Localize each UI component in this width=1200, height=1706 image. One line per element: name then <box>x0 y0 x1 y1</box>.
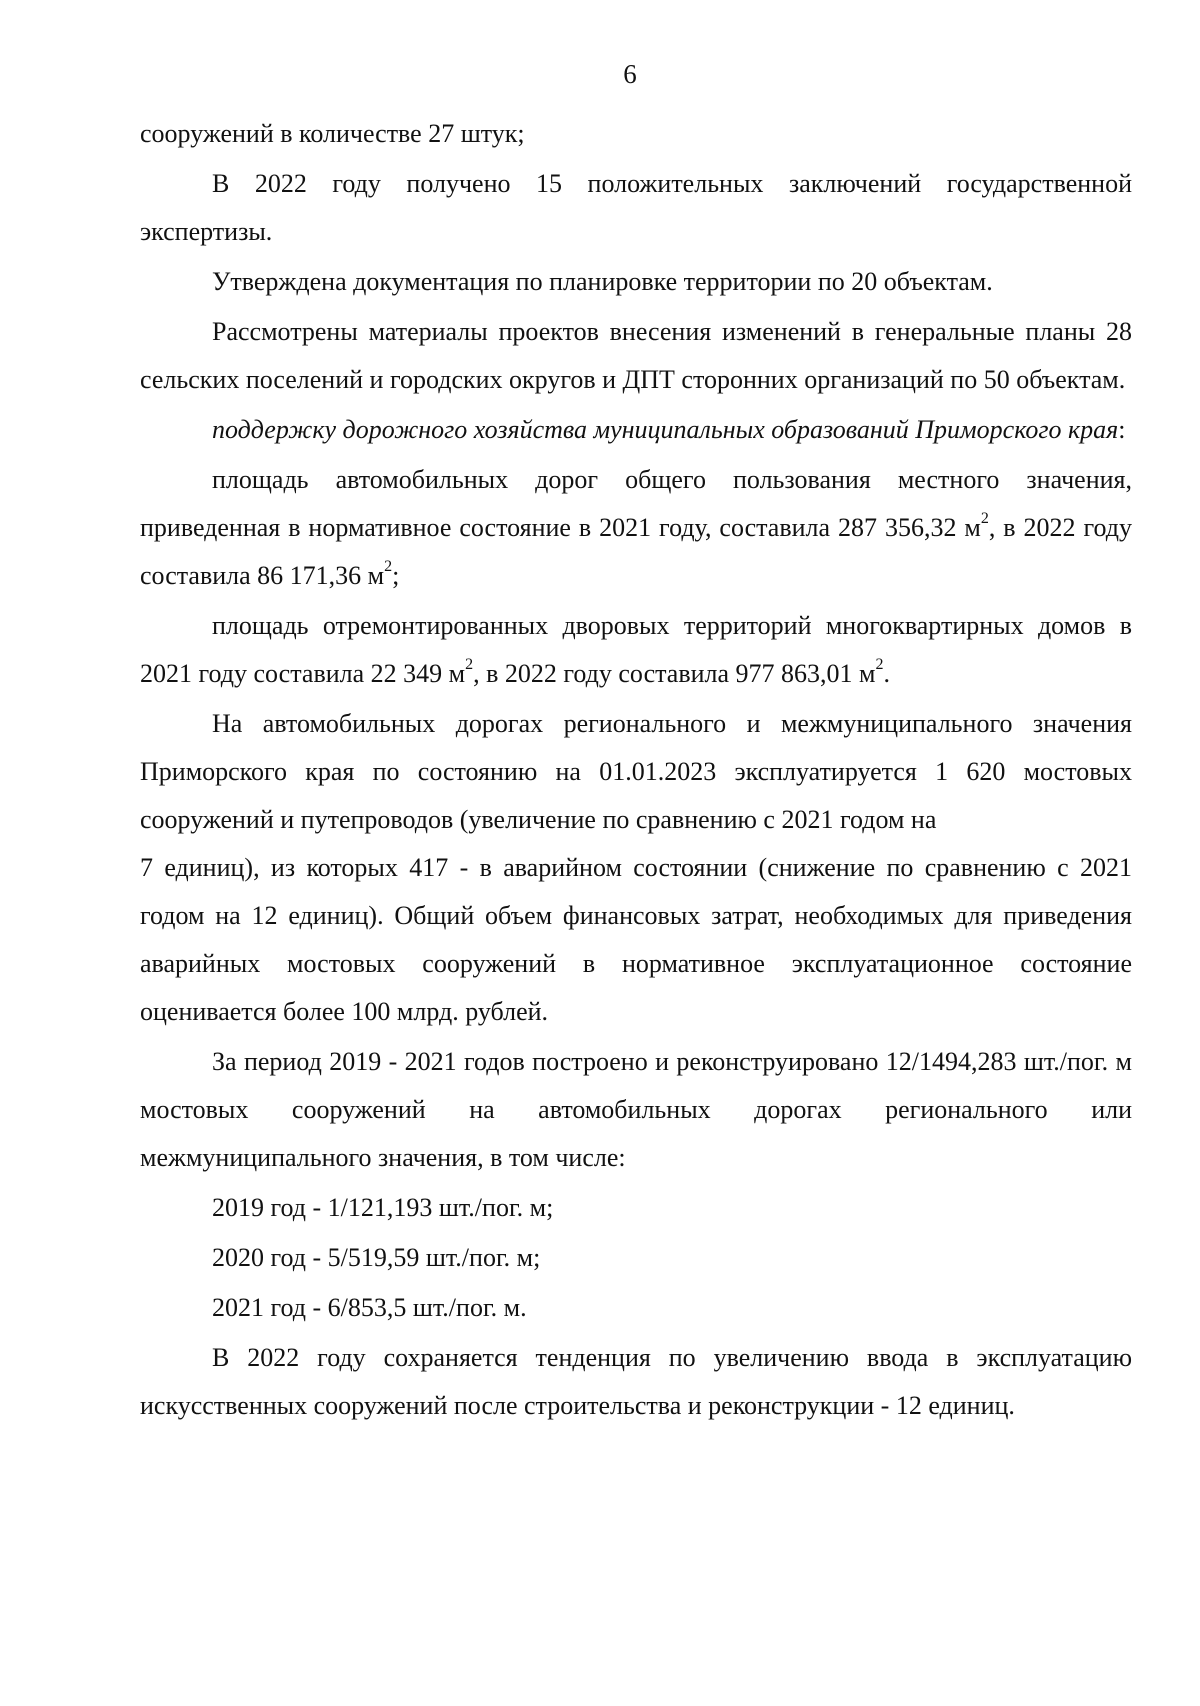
courtyard-area-text-2021: площадь отремонтированных дворовых территорий многоквартирных домов в 2021 году составила 22 349 м <box>140 611 1132 688</box>
paragraph-road-area <box>140 456 1132 600</box>
paragraph-bridges-count: На автомобильных дорогах регионального и межмуниципального значения Приморского края по состоянию на 01.01.2023 эксплуатируется 1 620 мостовых сооружений и путепроводов (увеличение по сравнению с 2021 годом на <box>140 709 1132 834</box>
paragraph-expertise-2022: В 2022 году получено 15 положительных заключений государственной экспертизы. <box>140 169 1132 246</box>
superscript-squared: 2 <box>465 656 474 673</box>
page-number: 6 <box>623 59 637 89</box>
paragraph-trend-2022: В 2022 году сохраняется тенденция по увеличению ввода в эксплуатацию искусственных сооружений после строительства и реконструкции - 12 единиц. <box>140 1343 1132 1420</box>
paragraph-courtyard-area <box>140 602 1132 698</box>
road-support-heading-colon: : <box>1118 415 1126 444</box>
road-area-text-2021: площадь автомобильных дорог общего пользования местного значения, приведенная в нормативное состояние в 2021 году, составила 287 356,32 м <box>140 465 1132 542</box>
paragraph-bridges-built: За период 2019 - 2021 годов построено и реконструировано 12/1494,283 шт./пог. м мостовых сооружений на автомобильных дорогах регионального или межмуниципального значения, в том числе: <box>140 1047 1132 1172</box>
paragraph-general-plans: Рассмотрены материалы проектов внесения изменений в генеральные планы 28 сельских поселений и городских округов и ДПТ сторонних организаций по 50 объектам. <box>140 317 1132 394</box>
superscript-squared: 2 <box>384 558 393 575</box>
document-body <box>140 110 1132 1430</box>
courtyard-area-text-2022: , в 2022 году составила 977 863,01 м <box>473 659 876 688</box>
road-support-heading-text: поддержку дорожного хозяйства муниципальных образований Приморского края <box>212 415 1119 444</box>
paragraph-road-support-heading <box>140 406 1132 454</box>
superscript-squared: 2 <box>980 510 989 527</box>
courtyard-area-text-end: . <box>883 659 890 688</box>
road-area-text-end: ; <box>392 561 400 590</box>
list-item-2021: 2021 год - 6/853,5 шт./пог. м. <box>212 1293 527 1322</box>
superscript-squared: 2 <box>875 656 884 673</box>
road-area-text-2022: , в 2022 году составила 86 171,36 м <box>140 513 1132 590</box>
paragraph-bridges-emergency: 7 единиц), из которых 417 - в аварийном состоянии (снижение по сравнению с 2021 годом на 12 единиц). Общий объем финансовых затрат, необходимых для приведения аварийных мостовых сооружений в нормативное эксплуатационное состояние оценивается более 100 млрд. рублей. <box>140 853 1132 1026</box>
list-item-2019: 2019 год - 1/121,193 шт./пог. м; <box>212 1193 554 1222</box>
list-item-2020: 2020 год - 5/519,59 шт./пог. м; <box>212 1243 541 1272</box>
paragraph-structures-count: сооружений в количестве 27 штук; <box>140 119 525 148</box>
paragraph-planning-documentation: Утверждена документация по планировке территории по 20 объектам. <box>212 267 993 296</box>
